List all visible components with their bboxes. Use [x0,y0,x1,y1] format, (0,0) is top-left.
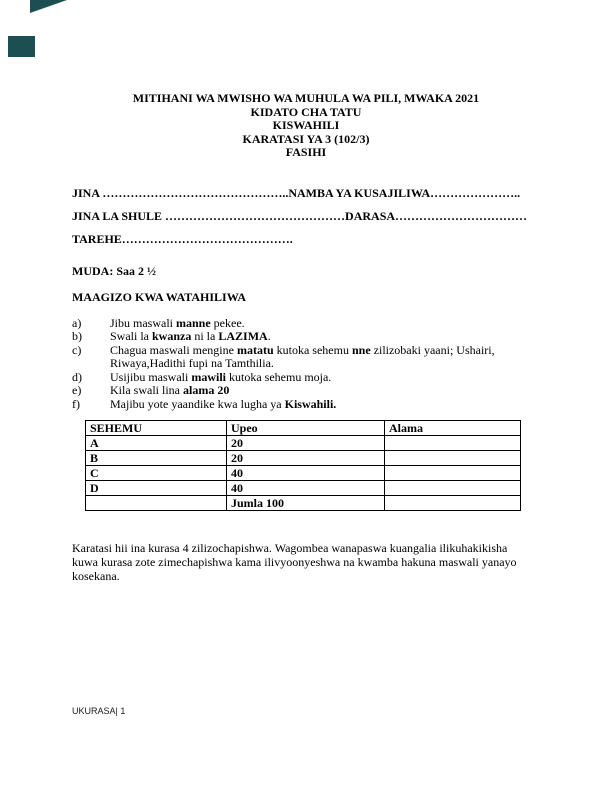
upeo-cell: 20 [227,451,385,466]
document-content [72,92,540,583]
upeo-cell: 40 [227,466,385,481]
table-row-section-c [86,466,521,481]
instructions-list [72,317,540,412]
instruction-item-a [72,317,540,331]
exam-topic-line: FASIHI [285,145,327,159]
instruction-letter: b) [72,329,82,343]
exam-title-line: MITIHANI WA MWISHO WA MUHULA WA PILI, MWAKA 2021 [132,91,480,105]
exam-paper-line: KARATASI YA 3 (102/3) [242,131,370,146]
school-and-class-line: JINA LA SHULE ………………………………………DARASA…………………………… [72,208,528,223]
instruction-letter: a) [72,315,82,330]
scan-artifact-triangle [30,0,67,13]
section-cell: B [86,451,227,466]
alama-cell [385,451,521,466]
alama-cell [385,436,521,451]
alama-cell [385,481,521,496]
instruction-text: Kila swali lina alama 20 [110,383,230,397]
instruction-text: Swali la kwanza ni la LAZIMA. [110,329,271,343]
alama-cell [385,466,521,481]
table-row-total [86,496,521,511]
name-and-registration-line: JINA ………………………………………..NAMBA YA KUSAJILIWA………………….. [72,185,521,200]
instruction-item-b [72,330,540,344]
instructions-heading: MAAGIZO KWA WATAHILIWA [72,289,247,304]
instruction-letter: c) [72,342,82,357]
table-header-sehemu: SEHEMU [86,421,227,436]
section-cell [86,496,227,511]
upeo-cell: 40 [227,481,385,496]
total-cell: Jumla 100 [227,496,385,511]
instruction-item-d [72,371,540,385]
table-header-row [86,421,521,436]
instruction-item-c [72,344,540,371]
table-header-alama: Alama [385,421,521,436]
instruction-text: Majibu yote yaandike kwa lugha ya Kiswahili. [110,396,337,411]
instruction-item-f [72,398,540,412]
section-cell: C [86,466,227,481]
upeo-cell: 20 [227,436,385,451]
alama-cell [385,496,521,511]
scan-artifact-square [8,36,35,57]
table-row-section-d [86,481,521,496]
page-footer: UKURASA| 1 [72,706,126,716]
instruction-letter: d) [72,369,82,384]
instruction-text: Jibu maswali manne pekee. [110,315,245,330]
exam-form-line: KIDATO CHA TATU [250,104,362,119]
table-row-section-b [86,451,521,466]
instruction-item-e [72,384,540,398]
section-cell: D [86,481,227,496]
instruction-letter: f) [72,396,80,411]
exam-subject-line: KISWAHILI [272,118,340,132]
instruction-letter: e) [72,383,82,397]
exam-header [72,92,540,160]
duration-line: MUDA: Saa 2 ½ [72,263,156,278]
table-header-upeo: Upeo [227,421,385,436]
section-cell: A [86,436,227,451]
page-check-note: Karatasi hii ina kurasa 4 zilizochapishwa. Wagombea wanapaswa kuangalia ilikuhakikisha kuwa kurasa zote zimechapishwa kama ilivyoonyeshwa na kwamba hakuna maswali yanayo kosekana. [72,541,517,583]
instruction-text: Chagua maswali mengine matatu kutoka sehemu nne zilizobaki yaani; Ushairi, Riwaya,Hadithi fupi na Tamthilia. [110,342,495,370]
date-line: TAREHE……………………………………. [72,231,293,246]
candidate-fields [72,186,540,246]
instruction-text: Usijibu maswali mawili kutoka sehemu moja. [110,369,332,384]
table-row-section-a [86,436,521,451]
marks-table [85,420,521,511]
